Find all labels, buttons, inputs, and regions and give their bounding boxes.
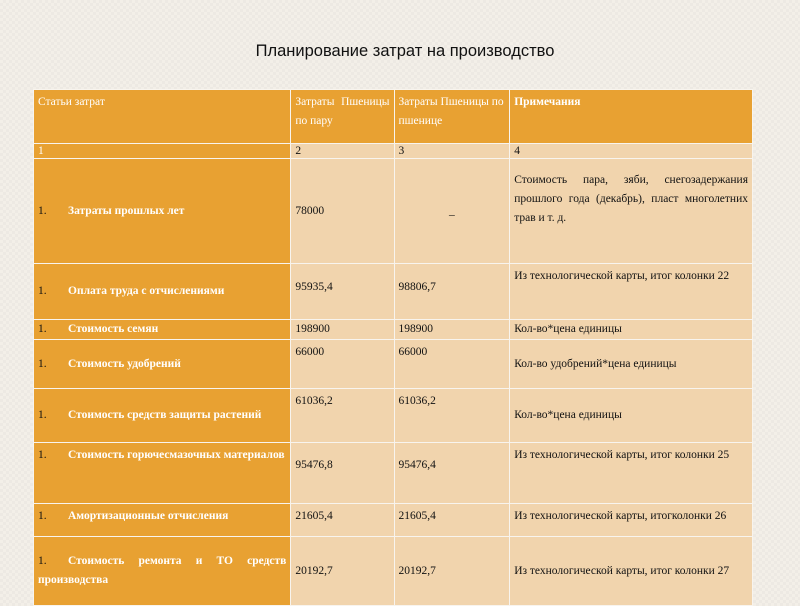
table-row [34,504,753,537]
slide-title: Планирование затрат на производство [255,42,555,60]
column-number: 1 [34,144,291,159]
row-number: 1. [38,204,47,217]
table-row [34,159,753,264]
value-by-wheat: 21605,4 [394,504,510,537]
row-number: 1. [38,323,47,335]
table-row [34,443,753,504]
cost-item-label: Стоимость горючесмазочных материалов [68,449,285,461]
table-row [34,389,753,443]
note-cell: Из технологической карты, итогколонки 26 [510,504,753,537]
header-notes: Примечания [510,90,753,144]
value-by-wheat: 66000 [394,340,510,389]
value-by-wheat: 198900 [394,320,510,340]
header-by-fallow: Затраты Пшеницы по пару [291,90,394,144]
table-row [34,340,753,389]
table-row [34,264,753,320]
cost-item-label: Стоимость семян [68,323,159,335]
cost-item-cell [34,264,291,320]
cost-item-label: Амортизационные отчисления [68,510,229,522]
value-by-fallow: 95476,8 [291,443,394,504]
column-number: 2 [291,144,394,159]
value-by-wheat: _ [394,159,510,264]
column-number: 4 [510,144,753,159]
row-number: 1. [38,510,47,522]
header-by-wheat: Затраты Пшеницы по пшенице [394,90,510,144]
cost-item-label: Затраты прошлых лет [68,204,185,217]
cost-planning-table [33,89,753,606]
value-by-fallow: 95935,4 [291,264,394,320]
note-cell: Из технологической карты, итог колонки 22 [510,264,753,320]
note-cell: Из технологической карты, итог колонки 27 [510,537,753,606]
cost-item-cell [34,320,291,340]
cost-item-cell [34,340,291,389]
column-number: 3 [394,144,510,159]
value-by-fallow: 61036,2 [291,389,394,443]
cost-item-label: Стоимость удобрений [68,357,181,370]
value-by-wheat: 98806,7 [394,264,510,320]
cost-item-cell [34,537,291,606]
cost-item-label: Стоимость ремонта и ТО средств производства [38,555,287,586]
cost-item-cell [34,389,291,443]
table-row [34,320,753,340]
value-by-fallow: 78000 [291,159,394,264]
cost-item-cell [34,443,291,504]
value-by-wheat: 61036,2 [394,389,510,443]
row-number: 1. [38,555,47,567]
note-cell: Из технологической карты, итог колонки 25 [510,443,753,504]
cost-item-label: Стоимость средств защиты растений [68,409,262,421]
cost-item-label: Оплата труда с отчислениями [68,285,225,297]
value-by-wheat: 20192,7 [394,537,510,606]
table-header-row [34,90,753,144]
row-number: 1. [38,409,47,421]
column-number-row [34,144,753,159]
value-by-fallow: 198900 [291,320,394,340]
note-cell: Кол-во*цена единицы [510,320,753,340]
value-by-fallow: 20192,7 [291,537,394,606]
note-cell: Стоимость пара, зяби, снегозадержания прошлого года (декабрь), пласт многолетних трав и т. д. [510,159,753,264]
cost-item-cell [34,159,291,264]
row-number: 1. [38,285,47,297]
table-row [34,537,753,606]
value-by-fallow: 66000 [291,340,394,389]
note-cell: Кол-во*цена единицы [510,389,753,443]
row-number: 1. [38,357,47,370]
note-cell: Кол-во удобрений*цена единицы [510,340,753,389]
row-number: 1. [38,449,47,461]
value-by-wheat: 95476,4 [394,443,510,504]
cost-item-cell [34,504,291,537]
header-cost-items: Статьи затрат [34,90,291,144]
value-by-fallow: 21605,4 [291,504,394,537]
